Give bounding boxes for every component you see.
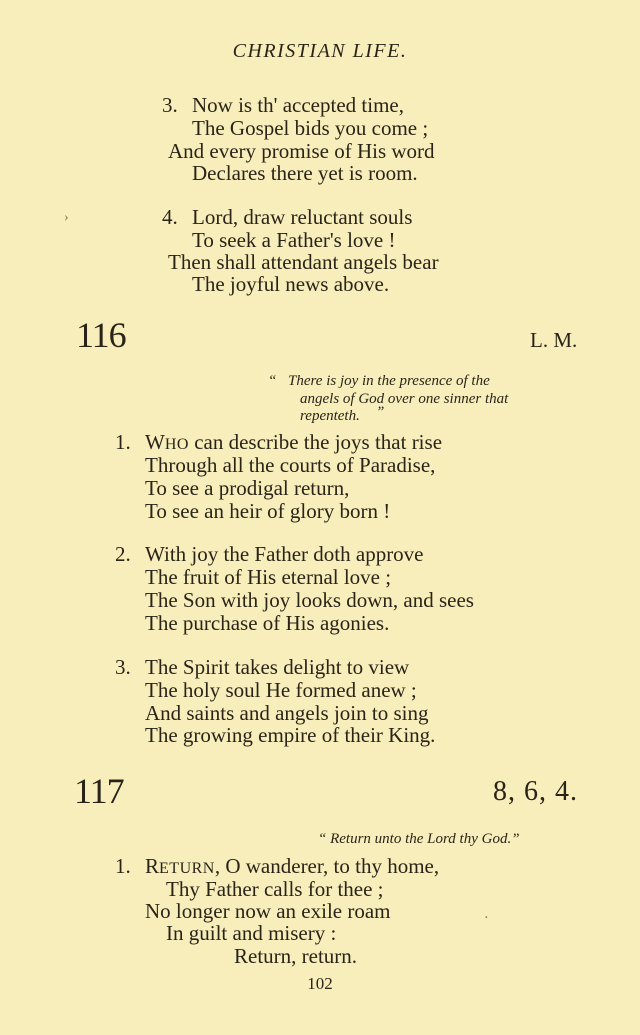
stanza-number: 1. bbox=[115, 854, 131, 878]
stanza-number: 3. bbox=[115, 655, 131, 679]
verse-line: The growing empire of their King. bbox=[145, 723, 436, 747]
margin-mark-icon: › bbox=[64, 210, 69, 225]
verse-line: And saints and angels join to sing bbox=[145, 701, 429, 725]
initial-capital: R bbox=[145, 854, 160, 878]
verse-line: To see an heir of glory born ! bbox=[145, 499, 391, 523]
running-header: CHRISTIAN LIFE. bbox=[232, 40, 408, 62]
verse-line: Then shall attendant angels bear bbox=[168, 250, 439, 274]
verse-line: Thy Father calls for thee ; bbox=[166, 877, 384, 901]
epigraph-line: angels of God over one sinner that bbox=[300, 391, 509, 407]
verse-line: With joy the Father doth approve bbox=[145, 542, 424, 566]
hymn-meter: 8, 6, 4. bbox=[493, 776, 578, 807]
epigraph-open-quote: “ bbox=[268, 373, 277, 389]
stanza-number: 3. bbox=[162, 93, 178, 117]
verse-line: The fruit of His eternal love ; bbox=[145, 565, 392, 589]
verse-line: And every promise of His word bbox=[168, 139, 435, 163]
verse-line: Through all the courts of Paradise, bbox=[145, 453, 436, 477]
epigraph-close-quote: ” bbox=[376, 404, 385, 420]
small-caps-word: ETURN bbox=[159, 860, 215, 877]
verse-line: Declares there yet is room. bbox=[192, 161, 418, 185]
verse-line: The purchase of His agonies. bbox=[145, 611, 390, 635]
verse-line-rest: can describe the joys that rise bbox=[188, 430, 443, 454]
verse-line: Now is th' accepted time, bbox=[192, 93, 404, 117]
hymn-meter: L. M. bbox=[530, 328, 578, 352]
stanza-number: 4. bbox=[162, 205, 178, 229]
verse-line: Return, return. bbox=[234, 944, 358, 968]
hymn-number: 116 bbox=[76, 315, 126, 355]
page-number: 102 bbox=[307, 974, 333, 993]
verse-line: The holy soul He formed anew ; bbox=[145, 678, 417, 702]
stanza-number: 1. bbox=[115, 430, 131, 454]
verse-line: To seek a Father's love ! bbox=[192, 228, 396, 252]
verse-line: To see a prodigal return, bbox=[145, 476, 350, 500]
verse-line-rest: , O wanderer, to thy home, bbox=[214, 854, 440, 878]
epigraph-line: repenteth. bbox=[300, 408, 360, 424]
verse-line: The Spirit takes delight to view bbox=[145, 655, 410, 679]
verse-line: Lord, draw reluctant souls bbox=[192, 205, 413, 229]
verse-line: In guilt and misery : bbox=[166, 921, 337, 945]
margin-mark-icon: ․ bbox=[484, 907, 489, 922]
verse-line: The Gospel bids you come ; bbox=[192, 116, 429, 140]
verse-line: No longer now an exile roam bbox=[145, 899, 391, 923]
epigraph-line: There is joy in the presence of the bbox=[288, 373, 490, 389]
initial-capital: W bbox=[145, 430, 165, 454]
stanza-number: 2. bbox=[115, 542, 131, 566]
epigraph: “ Return unto the Lord thy God.” bbox=[318, 831, 520, 847]
verse-line: The Son with joy looks down, and sees bbox=[145, 588, 474, 612]
verse-line: The joyful news above. bbox=[192, 272, 390, 296]
hymn-number: 117 bbox=[74, 771, 124, 811]
small-caps-word: HO bbox=[164, 436, 189, 453]
